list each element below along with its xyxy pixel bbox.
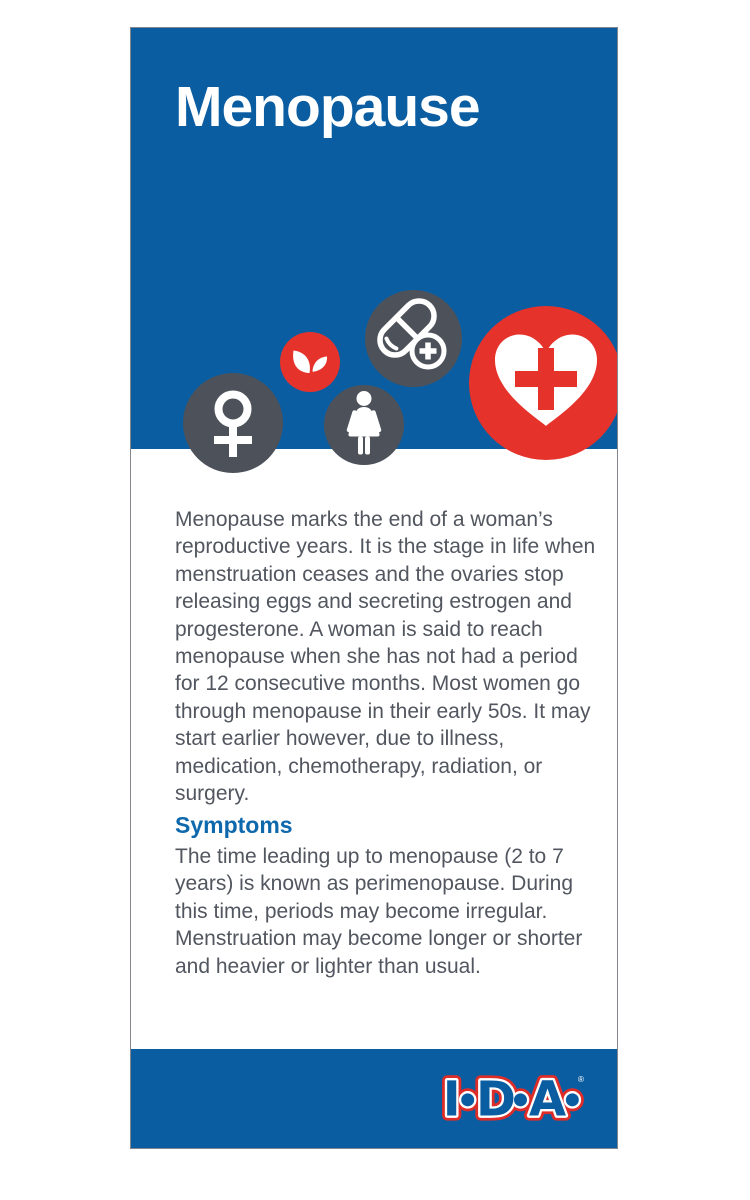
page-title: Menopause [175,75,480,139]
leaf-icon [280,332,340,392]
symptoms-section [175,812,605,980]
symptoms-heading: Symptoms [175,812,293,838]
pill-badge [365,290,462,387]
woman-badge [324,385,404,465]
registered-mark: ® [577,1074,585,1085]
intro-paragraph: Menopause marks the end of a woman’s reproductive years. It is the stage in life when menstruation ceases and the ovaries stop releasing eggs and secreting estrogen and progesterone. A woman is said to reach menopause when she has not had a period for 12 consecutive months. Most women go through menopause in their early 50s. It may start earlier however, due to illness, medication, chemotherapy, radiation, or surgery. [175,508,596,806]
ida-logo-icon [439,1069,589,1127]
pill-plus-icon [365,290,462,387]
heart-cross-icon [469,306,618,460]
leaf-badge [280,332,340,392]
brochure-card [130,27,618,1149]
symptoms-paragraph: The time leading up to menopause (2 to 7 years) is known as perimenopause. During this time, periods may become irregular. Menstruation may become longer or shorter and heavier or lighter than usual. [175,845,583,978]
footer-band [131,1049,617,1149]
heart-badge [469,306,618,460]
venus-badge [183,373,283,473]
woman-icon [324,385,404,465]
venus-icon [183,373,283,473]
